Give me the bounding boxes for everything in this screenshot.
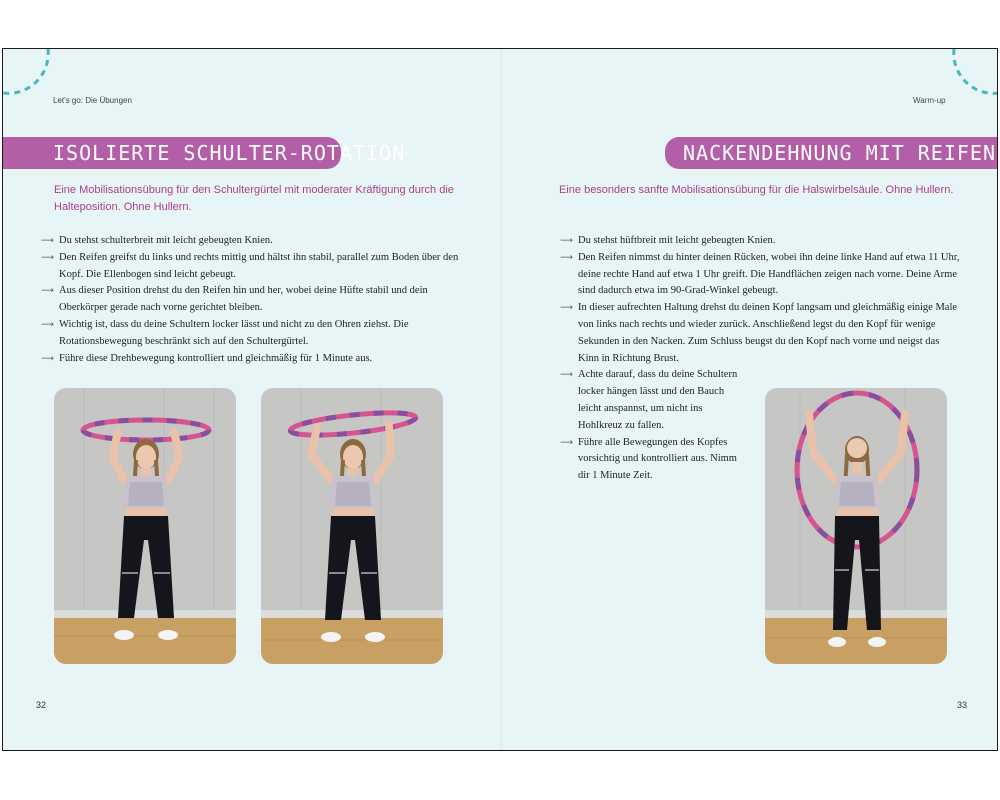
exercise-intro-left: Eine Mobilisationsübung für den Schultergürtel mit moderater Kräftigung durch die Halteposition. Ohne Hullern. <box>54 184 454 213</box>
hoop-arc-decoration-left <box>3 49 73 119</box>
list-item: ⟶ Achte darauf, dass du deine Schultern locker hängen lässt und den Bauch leicht anspannst, um nicht ins Hohlkreuz zu fallen. <box>560 369 738 431</box>
hoop-arc-decoration-right <box>929 49 998 119</box>
page-number-left: 32 <box>36 700 47 710</box>
list-item: ⟶ Du stehst schulterbreit mit leicht gebeugten Knien. <box>41 233 473 250</box>
exercise-intro-right: Eine besonders sanfte Mobilisationsübung für die Halswirbelsäule. Ohne Hullern. <box>559 184 954 196</box>
list-item: ⟶ Du stehst hüftbreit mit leicht gebeugten Knien. <box>560 233 960 250</box>
exercise-photo-2 <box>261 388 443 664</box>
double-arrow-icon: ⟶ <box>560 370 573 381</box>
book-spread <box>2 48 998 751</box>
list-item: ⟶ Führe alle Bewegungen des Kopfes vorsichtig und kontrolliert aus. Nimm dir 1 Minute Zeit. <box>560 436 737 482</box>
list-item: ⟶ Führe diese Drehbewegung kontrolliert und gleichmäßig für 1 Minute aus. <box>41 351 473 368</box>
double-arrow-icon: ⟶ <box>41 236 54 246</box>
double-arrow-icon: ⟶ <box>41 319 54 330</box>
list-item: ⟶ Aus dieser Position drehst du den Reifen hin und her, wobei deine Hüfte stabil und dein Oberkörper gerade nach vorne gerichtet bleiben. <box>41 285 428 314</box>
page-number-right: 33 <box>957 700 968 710</box>
list-item: ⟶ Wichtig ist, dass du deine Schultern locker lässt und nicht zu den Ohren ziehst. Die Rotationsbewegung beschränkt sich auf den Schultergürtel. <box>41 318 409 347</box>
list-item: ⟶ In dieser aufrechten Haltung drehst du deinen Kopf langsam und gleichmäßig einige Male von links nach rechts und wieder zurück. Anschließend legst du den Kopf für wenige Sekunden in den Nacken. Zum Schluss beugst du den Kopf nach vorne und neigst das Kinn in Richtung Brust. <box>560 302 958 364</box>
running-head-left: Let's go: Die Übungen <box>53 96 132 105</box>
double-arrow-icon: ⟶ <box>560 252 573 263</box>
instruction-list-left <box>41 233 473 367</box>
double-arrow-icon: ⟶ <box>41 353 54 364</box>
exercise-title-left: ISOLIERTE SCHULTER-ROTATION <box>3 137 341 169</box>
exercise-photo-1 <box>54 388 236 664</box>
double-arrow-icon: ⟶ <box>41 286 54 297</box>
running-head-right: Warm-up <box>913 96 946 105</box>
double-arrow-icon: ⟶ <box>41 252 54 263</box>
list-item: ⟶ Den Reifen nimmst du hinter deinen Rücken, wobei ihn deine linke Hand auf etwa 11 Uhr, deine rechte Hand auf etwa 1 Uhr greift. Die Handflächen zeigen nach vorne. Deine Arme sind dadurch etwa im 90-Grad-Winkel gebeugt. <box>560 251 960 297</box>
exercise-title-right: NACKENDEHNUNG MIT REIFEN <box>665 137 998 169</box>
page-gutter <box>500 49 502 750</box>
double-arrow-icon: ⟶ <box>560 437 573 448</box>
double-arrow-icon: ⟶ <box>560 303 573 314</box>
list-item: ⟶ Den Reifen greifst du links und rechts mittig und hältst ihn stabil, parallel zum Boden über den Kopf. Die Ellenbogen sind leicht gebeugt. <box>41 251 459 280</box>
exercise-photo-3 <box>765 388 947 664</box>
double-arrow-icon: ⟶ <box>560 236 573 246</box>
